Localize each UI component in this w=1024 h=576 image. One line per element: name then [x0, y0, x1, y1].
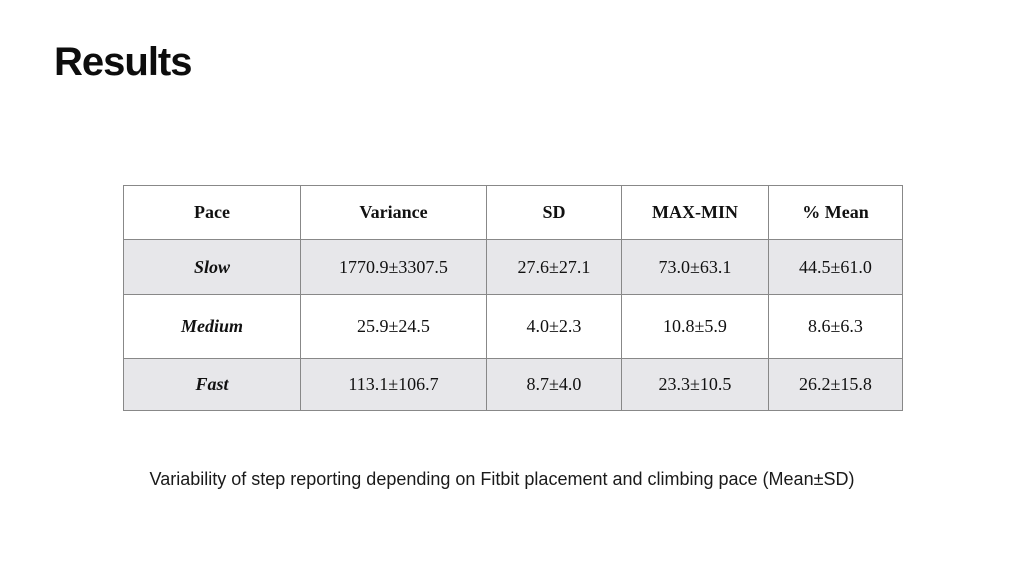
cell-variance: 25.9±24.5	[301, 295, 487, 359]
cell-max-min: 73.0±63.1	[622, 240, 769, 295]
table-row-slow	[124, 240, 903, 295]
header-variance: Variance	[301, 186, 487, 240]
cell-percent-mean: 8.6±6.3	[769, 295, 903, 359]
cell-percent-mean: 44.5±61.0	[769, 240, 903, 295]
cell-max-min: 23.3±10.5	[622, 359, 769, 411]
header-pace: Pace	[124, 186, 301, 240]
cell-sd: 4.0±2.3	[487, 295, 622, 359]
cell-variance: 1770.9±3307.5	[301, 240, 487, 295]
table-row-medium	[124, 295, 903, 359]
cell-sd: 27.6±27.1	[487, 240, 622, 295]
header-sd: SD	[487, 186, 622, 240]
header-percent-mean: % Mean	[769, 186, 903, 240]
results-table	[123, 185, 903, 411]
cell-pace: Fast	[124, 359, 301, 411]
cell-percent-mean: 26.2±15.8	[769, 359, 903, 411]
cell-variance: 113.1±106.7	[301, 359, 487, 411]
table-header-row	[124, 186, 903, 240]
header-max-min: MAX-MIN	[622, 186, 769, 240]
cell-pace: Slow	[124, 240, 301, 295]
cell-pace: Medium	[124, 295, 301, 359]
cell-max-min: 10.8±5.9	[622, 295, 769, 359]
table-row-fast	[124, 359, 903, 411]
table-caption: Variability of step reporting depending on Fitbit placement and climbing pace (Mean±SD)	[149, 469, 855, 489]
slide-title: Results	[54, 40, 192, 84]
cell-sd: 8.7±4.0	[487, 359, 622, 411]
